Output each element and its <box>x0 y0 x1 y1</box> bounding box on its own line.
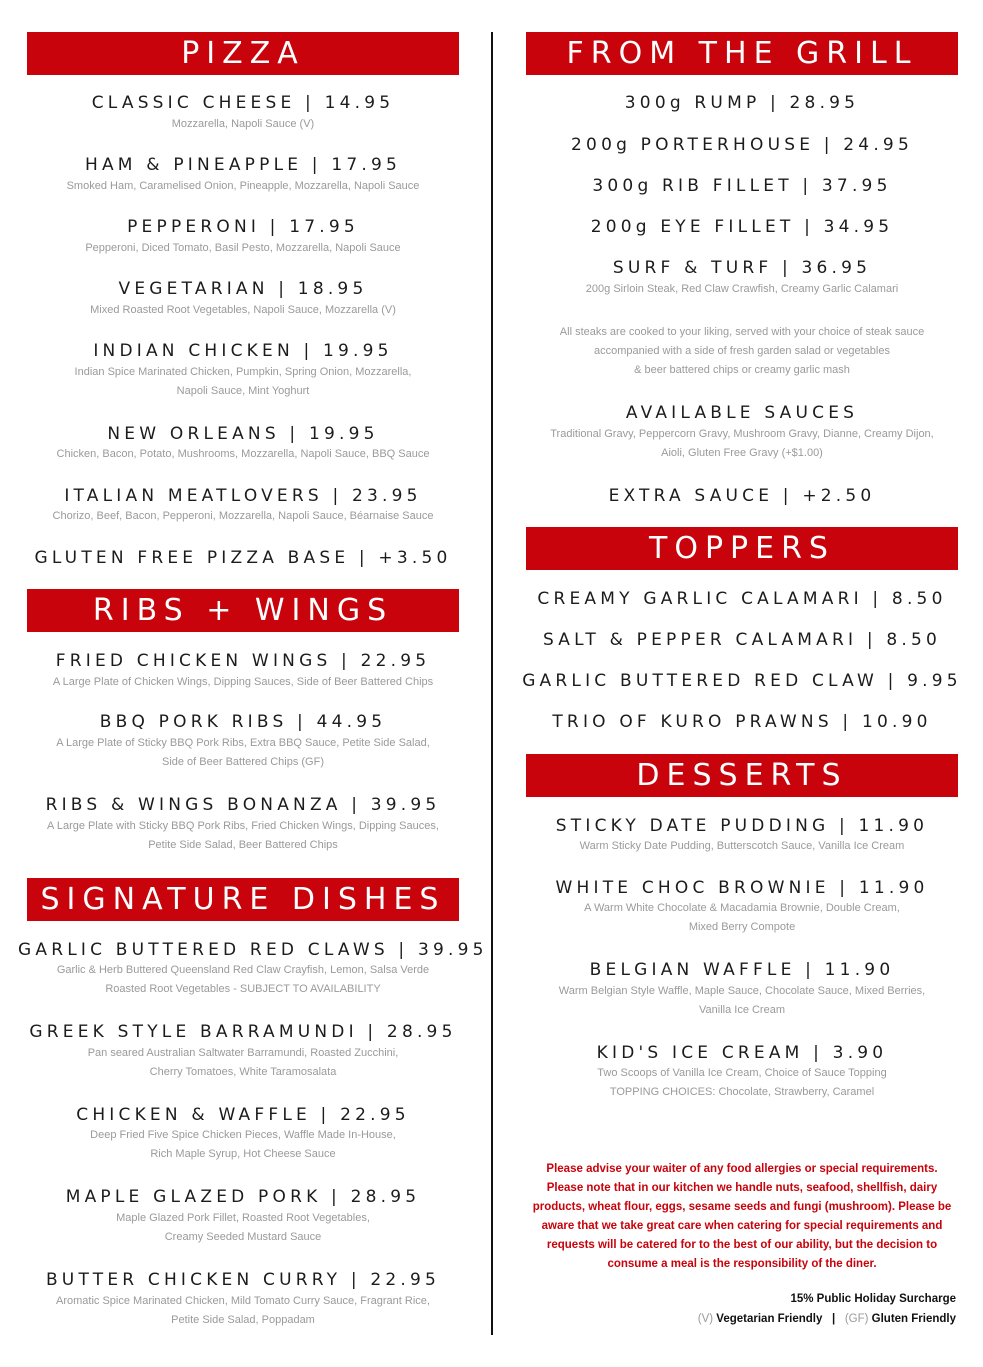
menu-item-desc: Roasted Root Vegetables - SUBJECT TO AVAILABILITY <box>105 983 381 995</box>
menu-item-title: BELGIAN WAFFLE | 11.90 <box>589 960 895 980</box>
menu-item-desc: Side of Beer Battered Chips (GF) <box>161 756 324 768</box>
menu-item-title: CHICKEN & WAFFLE | 22.95 <box>76 1105 410 1125</box>
menu-item-desc: Creamy Seeded Mustard Sauce <box>164 1231 322 1243</box>
menu-item-desc: Petite Side Salad, Beer Battered Chips <box>148 839 338 851</box>
gluten-free-code: (GF) <box>844 1313 869 1325</box>
menu-item-title: ITALIAN MEATLOVERS | 23.95 <box>64 486 422 506</box>
menu-item-title: FRIED CHICKEN WINGS | 22.95 <box>55 651 431 671</box>
menu-item-desc: A Large Plate of Chicken Wings, Dipping Sauces, Side of Beer Battered Chips <box>52 676 434 688</box>
menu-item-desc: Indian Spice Marinated Chicken, Pumpkin, Spring Onion, Mozzarella, <box>74 366 412 378</box>
menu-item-title: KID'S ICE CREAM | 3.90 <box>596 1043 888 1063</box>
menu-item-desc: 200g Sirloin Steak, Red Claw Crawfish, Creamy Garlic Calamari <box>585 283 899 295</box>
menu-item-title: GARLIC BUTTERED RED CLAWS | 39.95 <box>18 940 488 960</box>
legend-separator: | <box>832 1313 836 1325</box>
menu-item-title: VEGETARIAN | 18.95 <box>118 279 368 299</box>
menu-item-title: GLUTEN FREE PIZZA BASE | +3.50 <box>34 548 452 568</box>
menu-item-desc: A Large Plate of Sticky BBQ Pork Ribs, Extra BBQ Sauce, Petite Side Salad, <box>56 737 430 749</box>
menu-item-desc: Two Scoops of Vanilla Ice Cream, Choice of Sauce Topping <box>597 1067 887 1079</box>
menu-item-title: RIBS & WINGS BONANZA | 39.95 <box>45 795 441 815</box>
pizza-heading: PIZZA <box>27 32 459 75</box>
menu-item-desc: Cherry Tomatoes, White Taramosalata <box>149 1066 337 1078</box>
column-divider <box>491 32 493 1335</box>
menu-item-title: STICKY DATE PUDDING | 11.90 <box>555 816 929 836</box>
allergy-notice: Please note that in our kitchen we handle nuts, seafood, shellfish, dairy <box>546 1182 938 1194</box>
allergy-notice: Please advise your waiter of any food allergies or special requirements. <box>546 1163 938 1175</box>
menu-item-desc: Maple Glazed Pork Fillet, Roasted Root Vegetables, <box>116 1212 370 1224</box>
menu-item-title: BUTTER CHICKEN CURRY | 22.95 <box>45 1270 441 1290</box>
menu-item-desc: Pan seared Australian Saltwater Barramundi, Roasted Zucchini, <box>87 1047 399 1059</box>
menu-item-title: CLASSIC CHEESE | 14.95 <box>91 93 395 113</box>
allergy-notice: aware that we take great care when catering for special requirements and <box>541 1220 943 1232</box>
vegetarian-code: (V) <box>697 1313 714 1325</box>
menu-item-desc: Warm Sticky Date Pudding, Butterscotch Sauce, Vanilla Ice Cream <box>579 840 905 852</box>
desserts-heading: DESSERTS <box>526 754 958 797</box>
allergy-notice: consume a meal is the responsibility of the diner. <box>607 1258 877 1270</box>
sauces-desc: Aioli, Gluten Free Gravy (+$1.00) <box>661 447 823 459</box>
menu-item-desc: Petite Side Salad, Poppadam <box>171 1314 315 1326</box>
ribs-wings-heading: RIBS + WINGS <box>27 589 459 632</box>
menu-item-title: BBQ PORK RIBS | 44.95 <box>99 712 387 732</box>
menu-item-desc: TOPPING CHOICES: Chocolate, Strawberry, Caramel <box>609 1086 875 1098</box>
allergy-notice: products, wheat flour, eggs, sesame seeds and fungi (mushroom). Please be <box>532 1201 952 1213</box>
menu-item-desc: Mozzarella, Napoli Sauce (V) <box>171 118 315 130</box>
menu-item-desc: Aromatic Spice Marinated Chicken, Mild Tomato Curry Sauce, Fragrant Rice, <box>56 1295 430 1307</box>
sauces-title: AVAILABLE SAUCES <box>625 403 859 423</box>
signature-dishes-heading: SIGNATURE DISHES <box>27 878 459 921</box>
menu-item-title: SURF & TURF | 36.95 <box>612 258 872 278</box>
menu-item-desc: Chicken, Bacon, Potato, Mushrooms, Mozzarella, Napoli Sauce, BBQ Sauce <box>56 448 430 460</box>
menu-item-desc: Napoli Sauce, Mint Yoghurt <box>176 385 310 397</box>
menu-item-desc: Chorizo, Beef, Bacon, Pepperoni, Mozzarella, Napoli Sauce, Béarnaise Sauce <box>52 510 434 522</box>
menu-item-title: CREAMY GARLIC CALAMARI | 8.50 <box>537 589 947 609</box>
menu-item-title: GARLIC BUTTERED RED CLAW | 9.95 <box>522 671 962 691</box>
steak-note: All steaks are cooked to your liking, served with your choice of steak sauce <box>559 326 925 338</box>
menu-item-title: SALT & PEPPER CALAMARI | 8.50 <box>542 630 942 650</box>
menu-item-desc: Mixed Berry Compote <box>688 921 796 933</box>
menu-item-title: MAPLE GLAZED PORK | 28.95 <box>65 1187 421 1207</box>
menu-item-desc: Rich Maple Syrup, Hot Cheese Sauce <box>150 1148 336 1160</box>
gluten-free-label: Gluten Friendly <box>871 1313 956 1325</box>
dietary-legend <box>698 1313 956 1325</box>
grill-heading: FROM THE GRILL <box>526 32 958 75</box>
menu-item-title: WHITE CHOC BROWNIE | 11.90 <box>555 878 929 898</box>
extra-sauce: EXTRA SAUCE | +2.50 <box>608 486 876 506</box>
menu-item-title: NEW ORLEANS | 19.95 <box>107 424 379 444</box>
menu-item-title: 200g PORTERHOUSE | 24.95 <box>571 135 913 155</box>
menu-item-title: INDIAN CHICKEN | 19.95 <box>93 341 393 361</box>
menu-item-desc: Mixed Roasted Root Vegetables, Napoli Sauce, Mozzarella (V) <box>90 304 396 316</box>
menu-item-title: HAM & PINEAPPLE | 17.95 <box>84 155 401 175</box>
menu-item-desc: Smoked Ham, Caramelised Onion, Pineapple, Mozzarella, Napoli Sauce <box>66 180 420 192</box>
menu-item-desc: Warm Belgian Style Waffle, Maple Sauce, Chocolate Sauce, Mixed Berries, <box>558 985 926 997</box>
menu-item-title: GREEK STYLE BARRAMUNDI | 28.95 <box>29 1022 457 1042</box>
menu-item-title: 300g RUMP | 28.95 <box>624 93 860 113</box>
menu-item-title: 200g EYE FILLET | 34.95 <box>590 217 894 237</box>
menu-item-desc: A Large Plate with Sticky BBQ Pork Ribs, Fried Chicken Wings, Dipping Sauces, <box>47 820 439 832</box>
steak-note: & beer battered chips or creamy garlic mash <box>634 364 850 376</box>
toppers-heading: TOPPERS <box>526 527 958 570</box>
menu-item-desc: Vanilla Ice Cream <box>699 1004 785 1016</box>
menu-item-desc: Garlic & Herb Buttered Queensland Red Claw Crayfish, Lemon, Salsa Verde <box>56 964 430 976</box>
sauces-desc: Traditional Gravy, Peppercorn Gravy, Mushroom Gravy, Dianne, Creamy Dijon, <box>550 428 934 440</box>
menu-item-title: PEPPERONI | 17.95 <box>127 217 359 237</box>
vegetarian-label: Vegetarian Friendly <box>716 1313 823 1325</box>
menu-item-desc: Deep Fried Five Spice Chicken Pieces, Waffle Made In-House, <box>90 1129 396 1141</box>
holiday-surcharge: 15% Public Holiday Surcharge <box>790 1293 956 1305</box>
menu-item-desc: A Warm White Chocolate & Macadamia Brownie, Double Cream, <box>584 902 900 914</box>
allergy-notice: requests will be catered for to the best of our ability, but the decision to <box>546 1239 938 1251</box>
menu-item-desc: Pepperoni, Diced Tomato, Basil Pesto, Mozzarella, Napoli Sauce <box>85 242 401 254</box>
steak-note: accompanied with a side of fresh garden salad or vegetables <box>594 345 890 357</box>
menu-item-title: TRIO OF KURO PRAWNS | 10.90 <box>552 712 932 732</box>
menu-item-title: 300g RIB FILLET | 37.95 <box>592 176 892 196</box>
